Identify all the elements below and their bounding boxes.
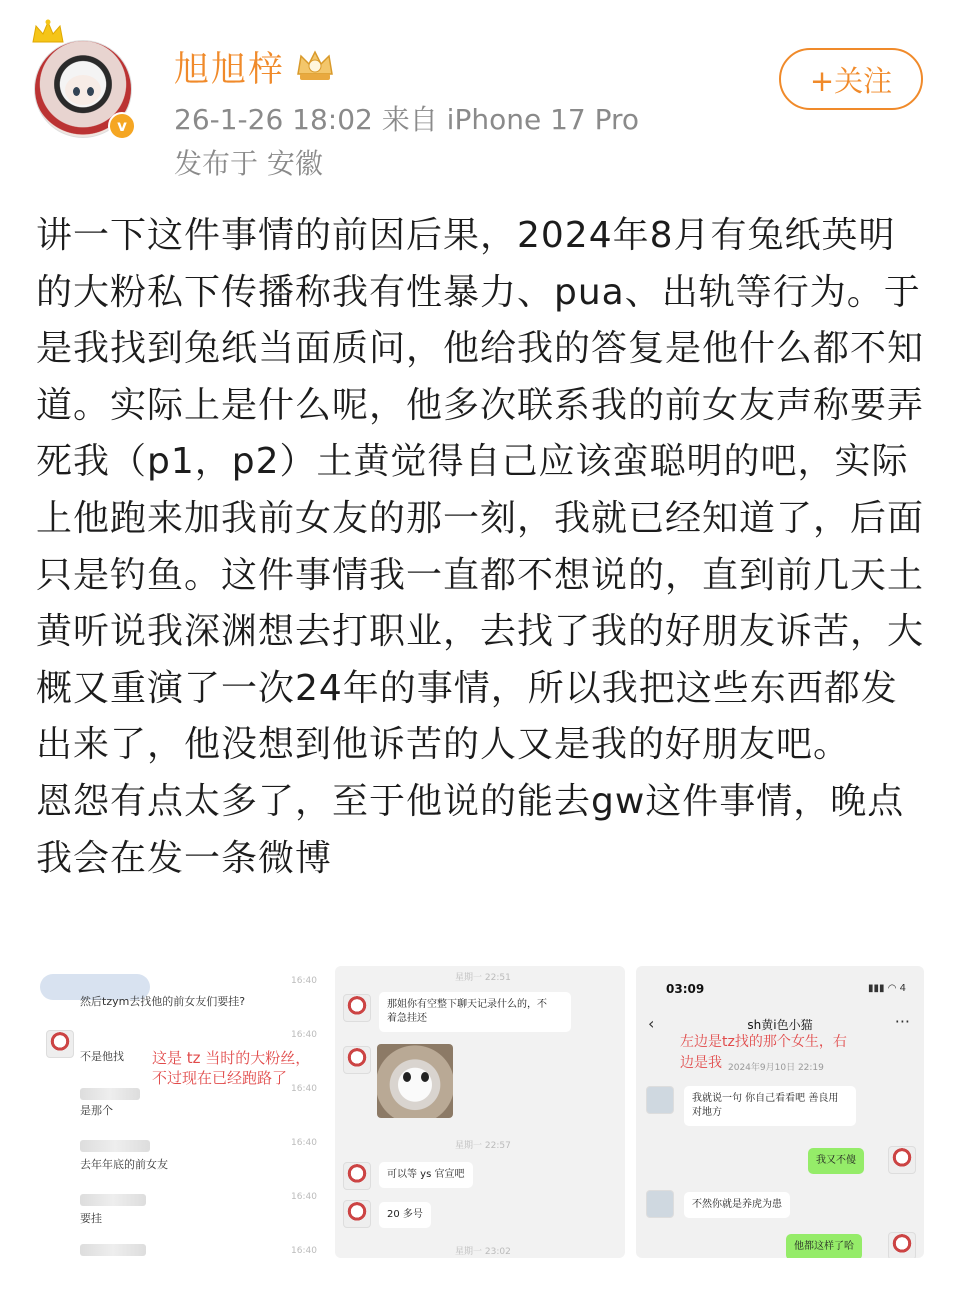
- avatar-group[interactable]: [30, 18, 138, 136]
- vip-crown-icon[interactable]: [292, 44, 338, 84]
- blurred-text: [80, 1140, 150, 1152]
- more-icon[interactable]: ···: [894, 1012, 910, 1031]
- chat-message: 然后tzym去找他的前女友们要挂?: [80, 995, 246, 1008]
- chat-avatar: [343, 1046, 371, 1074]
- chat-time: 16:40: [291, 1246, 317, 1256]
- status-bar-time: 03:09: [666, 982, 705, 996]
- chat-bubble-self: 我又不傻: [808, 1148, 864, 1174]
- chat-avatar: [646, 1086, 674, 1114]
- chat-time: 16:40: [291, 1192, 317, 1202]
- avatar-eye-left: [73, 87, 80, 96]
- chat-bubble: 我就说一句 你自己看看吧 善良用 对地方: [684, 1086, 856, 1126]
- chat-avatar-self: [888, 1232, 916, 1258]
- avatar-face: [65, 75, 101, 105]
- back-icon[interactable]: ‹: [648, 1014, 655, 1033]
- post-location: 发布于 安徽: [174, 147, 323, 180]
- chat-bubble-self: 他都这样了哈: [786, 1234, 862, 1258]
- chat-time: 星期一 23:02: [455, 1247, 511, 1257]
- follow-button[interactable]: +关注: [779, 48, 923, 110]
- chat-bubble: 可以等 ys 官宣吧: [379, 1162, 473, 1188]
- post-body: [36, 208, 928, 887]
- chat-time: 星期一 22:51: [455, 973, 511, 983]
- chat-message: 是那个: [80, 1104, 113, 1117]
- chat-avatar: [343, 1162, 371, 1190]
- avatar-eye-right: [87, 87, 94, 96]
- chat-bubble: 那姐你有空整下聊天记录什么的，不 着急挂还: [379, 992, 571, 1032]
- chat-time: 16:40: [291, 1030, 317, 1040]
- chat-time: 16:40: [291, 1084, 317, 1094]
- chat-message: 不是他找: [80, 1050, 124, 1063]
- status-bar-icons: ▮▮▮ ◠ 4: [868, 983, 906, 994]
- username[interactable]: 旭旭梓: [174, 50, 286, 90]
- chat-time: 16:40: [291, 976, 317, 986]
- chat-time: 16:40: [291, 1138, 317, 1148]
- chat-title: sh黄i色小猫: [747, 1018, 813, 1032]
- chat-bubble: 20 多号: [379, 1202, 431, 1228]
- cat-photo: [377, 1044, 453, 1118]
- chat-time: 星期一 22:57: [455, 1141, 511, 1151]
- chat-avatar-self: [888, 1146, 916, 1174]
- post-meta: 26-1-26 18:02 来自 iPhone 17 Pro: [174, 103, 640, 136]
- attached-image-2[interactable]: [335, 966, 625, 1258]
- attached-image-1[interactable]: [36, 966, 324, 1258]
- chat-avatar: [646, 1190, 674, 1218]
- chat-message: 要挂: [80, 1212, 102, 1225]
- chat-avatar: [343, 1200, 371, 1228]
- red-annotation: 这是 tz 当时的大粉丝， 不过现在已经跑路了: [152, 1049, 311, 1087]
- verified-badge-icon: v: [108, 112, 136, 140]
- attached-image-3[interactable]: [636, 966, 924, 1258]
- blurred-text: [80, 1244, 146, 1256]
- chat-message: 去年年底的前女友: [80, 1158, 168, 1171]
- chat-bubble: 不然你就是养虎为患: [684, 1192, 790, 1218]
- blurred-text: [80, 1088, 140, 1100]
- red-annotation: 左边是tz找的那个女生，右 边是我: [680, 1034, 847, 1071]
- blurred-text: [80, 1194, 146, 1206]
- chat-avatar: [46, 1030, 74, 1058]
- post-paragraph: 讲一下这件事情的前因后果，2024年8月有兔纸英明的大粉私下传播称我有性暴力、pua、出轨等行为。于是我找到兔纸当面质问，他给我的答复是他什么都不知道。实际上是什么呢，他多次联系我的前女友声称要弄死我（p1，p2）土黄觉得自己应该蛮聪明的吧，实际上他跑来加我前女友的那一刻，我就已经知道了，后面只是钓鱼。这件事情我一直都不想说的，直到前几天土黄听说我深渊想去打职业，去找了我的好朋友诉苦，大概又重演了一次24年的事情，所以我把这些东西都发出来了，他没想到他诉苦的人又是我的好朋友吧。: [36, 215, 925, 766]
- post-paragraph: 恩怨有点太多了，至于他说的能去gw这件事情，晚点我会在发一条微博: [36, 780, 905, 879]
- crown-icon: [30, 18, 66, 48]
- chat-date: 2024年9月10日 22:19: [728, 1063, 824, 1073]
- chat-avatar: [343, 994, 371, 1022]
